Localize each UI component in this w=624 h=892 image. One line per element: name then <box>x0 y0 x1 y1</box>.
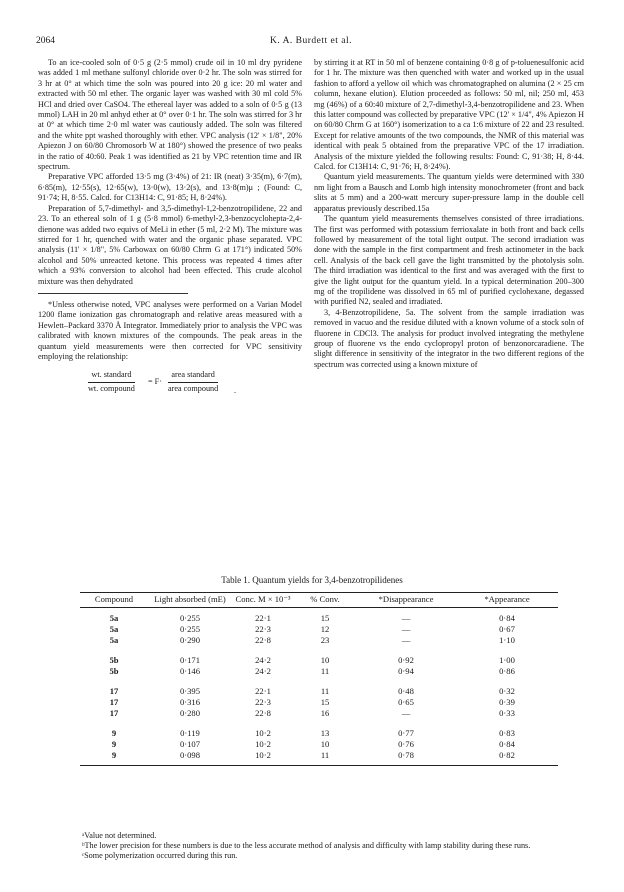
table-cell: 0·280 <box>179 708 201 718</box>
table-cell: 22·3 <box>255 624 271 634</box>
fraction-area <box>168 370 218 394</box>
table-cell: 10 <box>320 739 330 749</box>
equation <box>38 370 302 402</box>
left-column <box>38 58 302 402</box>
table-cell: — <box>401 624 411 634</box>
table-cell: 0·119 <box>180 728 200 738</box>
table-row <box>80 697 558 708</box>
table-cell: — <box>401 613 411 623</box>
page-header <box>36 36 586 50</box>
table-row <box>80 708 558 719</box>
compound-cell: 9 <box>80 750 148 766</box>
denominator: wt. compound <box>88 383 135 393</box>
col-header: Compound <box>80 593 148 608</box>
footnote <box>38 300 302 362</box>
table-cell: 0·146 <box>179 666 201 676</box>
table-cell: 1·10 <box>499 635 515 645</box>
table-header-row <box>80 593 558 608</box>
table-cell: 0·77 <box>398 728 414 738</box>
right-column <box>314 58 584 370</box>
table-row <box>80 608 558 625</box>
col-header: Light absorbed (mE) <box>148 593 232 608</box>
table-row <box>80 739 558 750</box>
table-row <box>80 677 558 697</box>
table-cell: 23 <box>320 635 330 645</box>
table-title: Table 1. Quantum yields for 3,4-benzotropilidenes <box>221 575 403 585</box>
table-cell: 0·171 <box>179 655 201 665</box>
footnote-divider <box>38 293 188 294</box>
table-cell: 0·39 <box>499 697 515 707</box>
table-cell: 0·82 <box>456 750 558 766</box>
table-cell: 0·395 <box>179 686 201 696</box>
denominator: area compound <box>168 383 219 393</box>
table-cell: 24·2 <box>255 666 271 676</box>
table-cell: 0·255 <box>179 624 201 634</box>
table-cell: 1·00 <box>499 655 515 665</box>
table-cell: 0·78 <box>356 750 456 766</box>
table-cell: 16 <box>320 708 330 718</box>
fraction-weight <box>88 370 135 394</box>
col-header: *Disappearance <box>356 593 456 608</box>
table-cell: 0·255 <box>179 613 201 623</box>
compound-cell: 5b <box>109 666 119 676</box>
table-cell: — <box>401 708 411 718</box>
table-cell: 22·3 <box>255 697 271 707</box>
table-cell: 22·8 <box>255 635 271 645</box>
table-cell: 10·2 <box>232 750 294 766</box>
table-body <box>80 608 558 766</box>
table-row <box>80 646 558 666</box>
table-cell: 10 <box>320 655 330 665</box>
compound-cell: 17 <box>109 697 119 707</box>
table-footnote: ᵇThe lower precision for these numbers is due to the less accurate method of analysis and difficulty with lamp stability during these runs. <box>82 841 531 851</box>
page-number: 2064 <box>36 36 55 46</box>
table-cell: 0·84 <box>499 613 515 623</box>
table-footnotes <box>82 831 562 862</box>
table-footnote: ᵃValue not determined. <box>82 831 157 840</box>
table-cell: 24·2 <box>255 655 271 665</box>
compound-cell: 5b <box>109 655 119 665</box>
table-cell: 0·107 <box>179 739 201 749</box>
table-cell: 0·84 <box>499 739 515 749</box>
col-header: % Conv. <box>294 593 356 608</box>
table-cell: 22·1 <box>255 686 271 696</box>
table-cell: 22·1 <box>255 613 271 623</box>
table-cell: 0·290 <box>179 635 201 645</box>
table-cell: 0·94 <box>398 666 414 676</box>
table-cell: 0·32 <box>499 686 515 696</box>
table-cell: 0·65 <box>398 697 414 707</box>
table-footnote: ᶜSome polymerization occurred during this run. <box>82 851 238 861</box>
table-cell: 0·92 <box>398 655 414 665</box>
table-cell: 0·83 <box>499 728 515 738</box>
table-cell: 11 <box>320 686 330 696</box>
paragraph: Preparation of 5,7-dimethyl- and 3,5-dimethyl-1,2-benzotropilidene, 22 and 23. To an ethereal soln of 1 g (5·8 mmol) 6-methyl-2,3-benzocyclohepta-2,4-dienone was added two equivs of MeLi in ether (5 ml, 2·2 M). The mixture was stirred for 1 hr, quenched with water and the organic phase separated. VPC analysis (11' × 1/8", 5% Carbowax on 60/80 Chrm G at 171°) indicated 50% alcohol and 50% unreacted ketone. This process was repeated 4 times after which a 93% conversion to alcohol had been effected. This crude alcohol mixture was then dehydrated <box>38 203 302 286</box>
compound-cell: 17 <box>109 686 119 696</box>
table-cell: — <box>401 635 411 645</box>
table-cell: 0·316 <box>179 697 201 707</box>
quantum-yield-table <box>80 592 558 766</box>
table-cell: 13 <box>320 728 330 738</box>
numerator: wt. standard <box>88 370 135 382</box>
table-cell: 15 <box>320 613 330 623</box>
table-cell: 0·86 <box>499 666 515 676</box>
table-cell: 12 <box>320 624 330 634</box>
numerator: area standard <box>168 370 218 382</box>
table-cell: 11 <box>294 750 356 766</box>
table-cell: 0·67 <box>499 624 515 634</box>
table-cell: 0·098 <box>148 750 232 766</box>
table-cell: 0·76 <box>398 739 414 749</box>
running-head: K. A. Burdett et al. <box>269 36 353 46</box>
compound-cell: 5a <box>109 635 119 645</box>
compound-cell: 5a <box>109 613 119 623</box>
paragraph: Preparative VPC afforded 13·5 mg (3·4%) of 21: IR (neat) 3·35(m), 6·7(m), 6·85(m), 12·55(s), 12·65(w), 13·0(w), 13·2(s), and 13·8(m)μ ; (Found: C, 91·74; H, 8·55. Calcd. for C13H14: C, 91·85; H, 8·24%). <box>38 172 302 203</box>
footnote-text: *Unless otherwise noted, VPC analyses were performed on a Varian Model 1200 flame ionization gas chromatograph and relative areas measured with a Hewlett–Packard 3370 Å Integrator. Immediately prior to analysis the VPC was calibrated with known mixtures of the compounds. The peak areas in the quantum yield measurements were then corrected for VPC sensitivity employing the relationship: <box>38 299 302 361</box>
compound-cell: 9 <box>111 739 117 749</box>
table-cell: 22·8 <box>255 708 271 718</box>
compound-cell: 9 <box>111 728 117 738</box>
paragraph: Quantum yield measurements. The quantum yields were determined with 330 nm light from a Bausch and Lomb high intensity monochrometer (front and back slits at 5 mm) and a 200-watt mercury super-pressure lamp in the double cell apparatus previously described.15a <box>314 172 584 213</box>
table-cell: 15 <box>320 697 330 707</box>
table-row <box>80 666 558 677</box>
paragraph: The quantum yield measurements themselves consisted of three irradiations. The first was performed with potassium ferrioxalate in both front and back cells followed by measurement of the total light output. The second irradiation was done with the sample in the first compartment and fresh actinometer in the back cell. Analysis of the back cell gave the light transmitted by the photolysis soln. The third irradiation was identical to the first and was averaged with the first to give the light output for the quantum yield. In a typical determination 200–300 mg of the tropilidene was dissolved in 65 ml of purified cyclohexane, degassed with purified N2, sealed and irradiated. <box>314 214 584 307</box>
paragraph: To an ice-cooled soln of 0·5 g (2·5 mmol) crude oil in 10 ml dry pyridene was added 1 ml methane sulfonyl chloride over 0·2 hr. The soln was stirred for 3 hr at 0° at which time the soln was poured into 20 g ice: 20 ml water and extracted with 50 ml ether. The organic layer was washed with 30 ml cold 5% HCl and dried over CaSO4. The ethereal layer was added to a soln of 0·5 g (13 mmol) LAH in 20 ml anhyd ether at 0° over 0·1 hr. The soln was stirred for 3 hr at 0° at which time 2·0 ml water was cautiously added. The soln was filtered and the white ppt washed thoroughly with ether. VPC analysis (12' × 1/8", 20% Apiezon J on 60/80 Chromosorb W at 180°) showed the presence of two peaks in the ratio of 40:60. Peak 1 was identified as 21 by VPC retention time and IR spectrum. <box>38 58 302 172</box>
compound-cell: 5a <box>109 624 119 634</box>
table-row <box>80 750 558 766</box>
table-cell: 10·2 <box>255 739 271 749</box>
col-header: *Appearance <box>456 593 558 608</box>
paragraph: 3, 4-Benzotropilidene, 5a. The solvent from the sample irradiation was removed in vacuo and the residue diluted with a known volume of a stock soln of fluorene in CDCl3. The analysis for product involved integrating the methylene group of fluorene vs the endo cyclopropyl proton of benzonorcaradiene. The slight difference in sensitivity of the integrator in the two different regions of the spectrum was corrected using a known mixture of <box>314 307 584 369</box>
table-cell: 11 <box>320 666 330 676</box>
equation-period: . <box>234 386 237 396</box>
compound-cell: 17 <box>109 708 119 718</box>
col-header: Conc. M × 10⁻³ <box>232 593 294 608</box>
paragraph: by stirring it at RT in 50 ml of benzene containing 0·8 g of p-toluenesulfonic acid for 1 hr. The mixture was then quenched with water and worked up in the usual fashion to afford a yellow oil which was chromatographed on alumina (2 × 25 cm column, hexane elution). Elution proceeded as follows: 50 ml, nil; 250 ml, 453 mg (46%) of a 60:40 mixture of 2,7-dimethyl-3,4-benzotropilidene and 23. When this latter compound was collected by preparative VPC (12' × 1/4", 4% Apiezon H on 60/80 Chrm G at 160°) isomerization to a ca 1:6 mixture of 22 and 23 resulted. Except for relative amounts of the two compounds, the NMR of this material was identical with peak 5 obtained from the preparative VPC of the 17 irradiation. Analysis of the mixture yielded the following results: Found: C, 91·38; H, 8·44. Calcd. for C13H14: C, 91·76; H, 8·24%). <box>314 58 584 172</box>
equals-sign: = F· <box>148 377 162 387</box>
table-row <box>80 719 558 739</box>
table-row <box>80 624 558 635</box>
table-cell: 0·33 <box>499 708 515 718</box>
table-cell: 0·48 <box>398 686 414 696</box>
table-cell: 10·2 <box>255 728 271 738</box>
table-row <box>80 635 558 646</box>
